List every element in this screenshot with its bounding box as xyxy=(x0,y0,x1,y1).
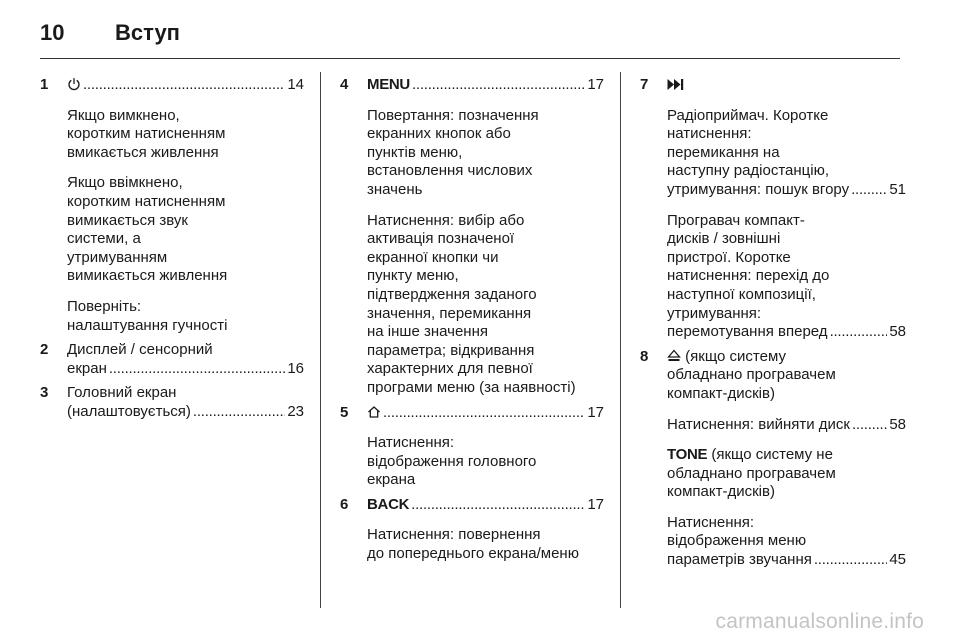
entry-5: 5 . . . 17 Натиснення: відображення головного екрана xyxy=(340,404,604,490)
entry-2: 2 Дисплей / сенсорний екран . . . 16 xyxy=(40,341,304,378)
eject-icon xyxy=(667,349,681,363)
page-number: 10 xyxy=(40,20,65,45)
entry-number: 6 xyxy=(340,495,349,513)
page-ref: 45 xyxy=(889,551,906,569)
entry-3: 3 Головний екран (налаштовується) . . . 23 xyxy=(40,384,304,421)
page-title: Вступ xyxy=(115,20,180,45)
page-ref: 58 xyxy=(889,323,906,341)
next-track-icon xyxy=(667,78,684,91)
home-icon xyxy=(367,405,381,419)
back-button-label: BACK xyxy=(367,495,410,513)
entry-7: 7 Радіоприймач. Коротке натиснення: перемикання на наступну радіостанцію, утримування: пошук вгору . . . 51 Програвач компакт- дисків / зовнішні пристрої. Коротке натиснення: перехід до наступної композиції, утримування: перемотування вперед . . . 58 xyxy=(640,76,906,342)
entry-number: 8 xyxy=(640,347,649,365)
entry-number: 3 xyxy=(40,384,49,402)
entry-number: 2 xyxy=(40,341,49,359)
tone-button-label: TONE xyxy=(667,446,708,464)
entry-8: 8 (якщо систему обладнано програвачем компакт-дисків) Натиснення: вийняти диск . . . 58 TONE (якщо систему не обладнано програвачем компакт-дисків) Натиснення: відображення меню параметрів звучання . . . 45 xyxy=(640,348,906,570)
entry-6: 6 BACK . . . 17 Натиснення: повернення до попереднього екрана/меню xyxy=(340,496,604,564)
column-divider xyxy=(320,72,321,608)
page-ref: 14 xyxy=(287,76,304,93)
header-rule xyxy=(40,58,900,59)
column-2 xyxy=(340,76,604,570)
power-icon xyxy=(67,77,81,91)
column-divider xyxy=(620,72,621,608)
entry-4: 4 MENU . . . 17 Повертання: позначення екранних кнопок або пунктів меню, встановлення числових значень Натиснення: вибір або активація позначеної екранної кнопки чи пункту меню, підтвердження заданого значення, перемикання на інше значення параметра; відкривання характерних для певної програми меню (за наявності) xyxy=(340,76,604,398)
page-header xyxy=(40,18,180,48)
page-ref: 17 xyxy=(587,403,604,421)
entry-number: 5 xyxy=(340,403,349,421)
column-3 xyxy=(640,76,906,576)
entry-number: 7 xyxy=(640,76,649,93)
menu-button-label: MENU xyxy=(367,76,410,93)
watermark: carmanualsonline.info xyxy=(715,610,924,633)
page-ref: 17 xyxy=(587,495,604,513)
page-ref: 51 xyxy=(889,180,906,198)
page-ref: 58 xyxy=(889,415,906,433)
entry-number: 4 xyxy=(340,76,349,93)
entry-1: 1 . . . 14 Якщо вимкнено, коротким натисненням вмикається живлення Якщо ввімкнено, коротким натисненням вимикається звук системи, а утримуванням вимикається живлення Поверніть: налаштування гучності xyxy=(40,76,304,335)
entry-number: 1 xyxy=(40,76,49,93)
page-ref: 16 xyxy=(287,359,304,377)
page-ref: 17 xyxy=(587,76,604,93)
column-1 xyxy=(40,76,304,428)
page-ref: 23 xyxy=(287,402,304,420)
